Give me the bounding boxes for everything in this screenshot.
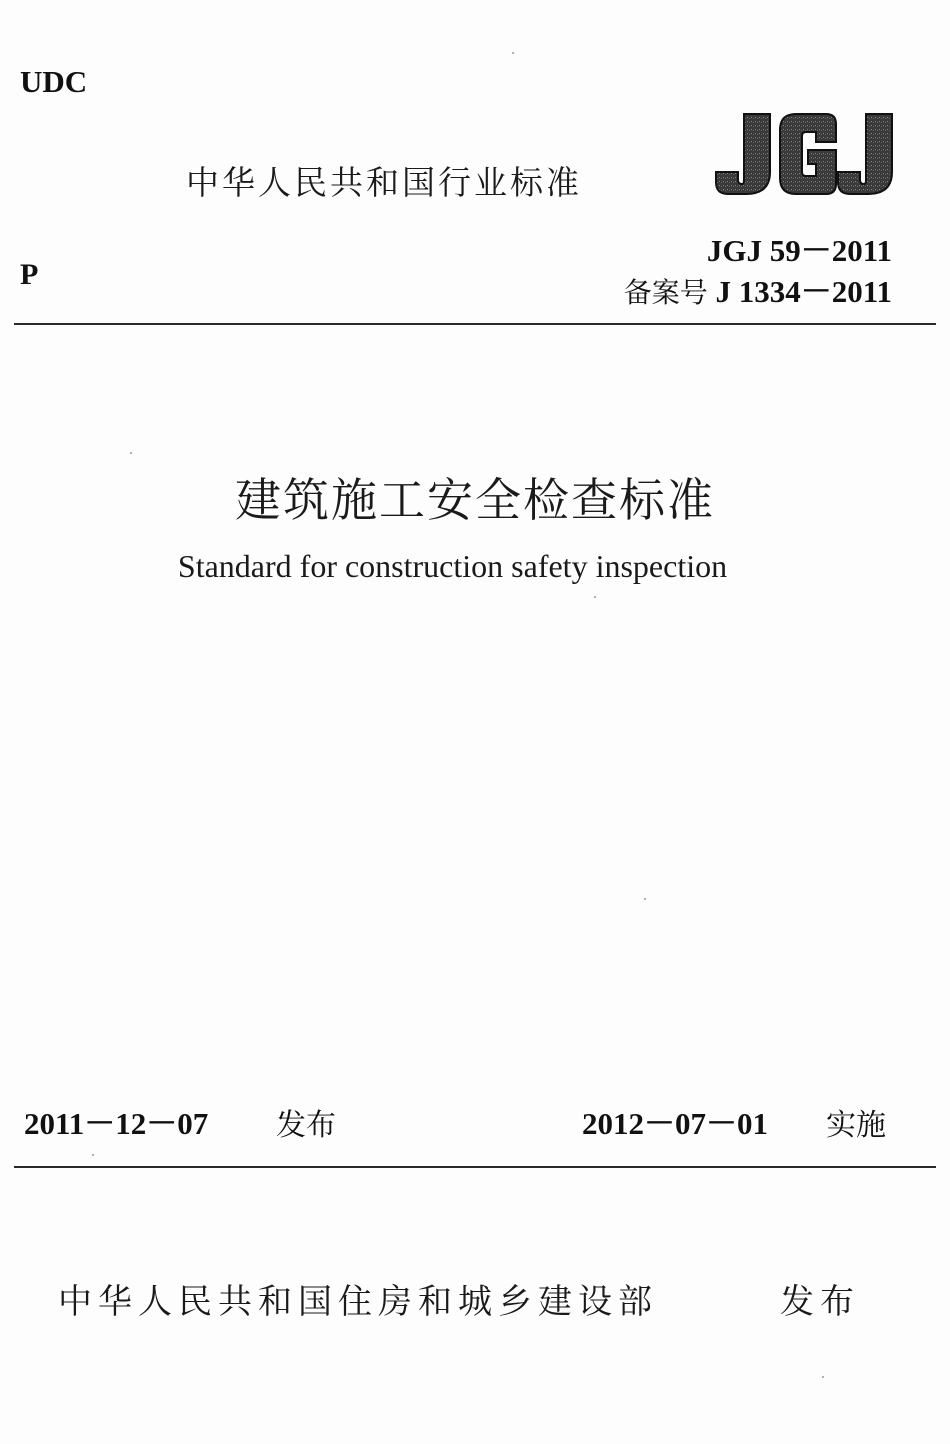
standard-type-heading: 中华人民共和国行业标准 [186,163,582,202]
publisher-label: 发布 [780,1282,860,1322]
bottom-divider [14,1166,936,1168]
scan-speck [130,452,132,454]
scan-speck [92,1154,94,1156]
publisher-name: 中华人民共和国住房和城乡建设部 [58,1282,658,1322]
udc-label: UDC [20,64,88,99]
scan-speck [512,52,514,54]
filing-number: J 1334－2011 [715,274,892,309]
top-divider [14,323,936,325]
implementation-date: 2012－07－01 [582,1106,768,1141]
jgj-logo-graphic [714,108,896,198]
filing-record [624,266,892,311]
scan-speck [594,596,596,598]
issue-date: 2011－12－07 [24,1106,209,1141]
jgj-logo [714,108,896,198]
standard-number: JGJ 59－2011 [706,233,892,268]
issue-label: 发布 [276,1108,336,1143]
title-chinese: 建筑施工安全检查标准 [235,473,715,527]
title-english: Standard for construction safety inspection [177,548,728,584]
scan-speck [644,898,646,900]
scan-speck [822,1376,824,1378]
filing-label: 备案号 [623,276,708,309]
classification-code: P [20,258,39,291]
implementation-label: 实施 [826,1108,886,1143]
